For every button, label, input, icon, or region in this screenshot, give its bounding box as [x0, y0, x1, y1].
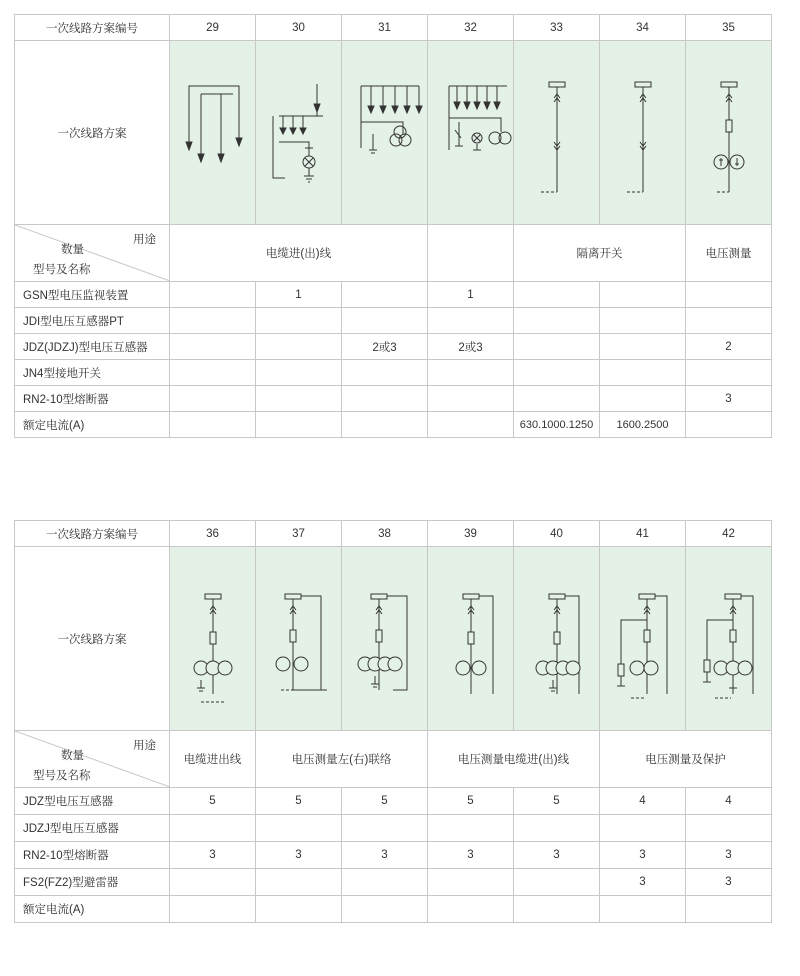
quantity-cell	[342, 386, 428, 412]
table-row	[15, 869, 772, 896]
table-row	[15, 896, 772, 923]
corner-header	[15, 731, 170, 788]
table-row	[15, 412, 772, 438]
quantity-cell	[342, 282, 428, 308]
component-name: 额定电流(A)	[15, 412, 170, 438]
circuit-diagram-37	[256, 547, 342, 731]
quantity-cell	[428, 308, 514, 334]
circuit-diagram-36	[170, 547, 256, 731]
quantity-cell: 3	[686, 869, 772, 896]
scheme-table-1	[14, 14, 772, 438]
quantity-cell	[686, 412, 772, 438]
scheme-number-label: 一次线路方案编号	[15, 15, 170, 41]
usage-cell: 电压测量左(右)联络	[256, 731, 428, 788]
scheme-number-label: 一次线路方案编号	[15, 521, 170, 547]
quantity-cell	[256, 386, 342, 412]
quantity-cell	[514, 869, 600, 896]
scheme-number: 39	[428, 521, 514, 547]
quantity-cell	[428, 815, 514, 842]
quantity-cell: 1600.2500	[600, 412, 686, 438]
quantity-cell	[514, 360, 600, 386]
quantity-cell	[514, 896, 600, 923]
usage-cell: 电缆进出线	[170, 731, 256, 788]
component-name: RN2-10型熔断器	[15, 842, 170, 869]
quantity-cell	[342, 412, 428, 438]
corner-model-label: 型号及名称	[33, 264, 91, 276]
quantity-cell	[600, 896, 686, 923]
circuit-diagram-33	[514, 41, 600, 225]
circuit-diagram-40	[514, 547, 600, 731]
quantity-cell	[256, 308, 342, 334]
quantity-cell	[600, 360, 686, 386]
quantity-cell	[170, 308, 256, 334]
quantity-cell: 5	[170, 788, 256, 815]
quantity-cell	[256, 334, 342, 360]
quantity-cell	[428, 386, 514, 412]
quantity-cell: 3	[514, 842, 600, 869]
usage-cell: 隔离开关	[514, 225, 686, 282]
quantity-cell: 5	[428, 788, 514, 815]
quantity-cell: 3	[342, 842, 428, 869]
table-row	[15, 842, 772, 869]
quantity-cell: 3	[600, 869, 686, 896]
component-name: JDZJ型电压互感器	[15, 815, 170, 842]
circuit-diagram-34	[600, 41, 686, 225]
usage-cell: 电缆进(出)线	[170, 225, 428, 282]
scheme-number: 37	[256, 521, 342, 547]
scheme-number: 42	[686, 521, 772, 547]
quantity-cell	[170, 412, 256, 438]
circuit-diagram-30	[256, 41, 342, 225]
quantity-cell: 1	[428, 282, 514, 308]
quantity-cell	[342, 815, 428, 842]
corner-quantity-label: 数量	[61, 750, 84, 762]
circuit-diagram-31	[342, 41, 428, 225]
quantity-cell	[256, 412, 342, 438]
circuit-diagram-42	[686, 547, 772, 731]
quantity-cell: 630.1000.1250	[514, 412, 600, 438]
quantity-cell	[170, 282, 256, 308]
quantity-cell	[170, 869, 256, 896]
component-name: FS2(FZ2)型避雷器	[15, 869, 170, 896]
quantity-cell	[686, 815, 772, 842]
table-row	[15, 386, 772, 412]
quantity-cell: 2或3	[428, 334, 514, 360]
usage-cell: 电压测量	[686, 225, 772, 282]
quantity-cell	[686, 360, 772, 386]
scheme-number: 33	[514, 15, 600, 41]
scheme-number: 32	[428, 15, 514, 41]
quantity-cell	[600, 386, 686, 412]
quantity-cell	[686, 896, 772, 923]
quantity-cell	[342, 869, 428, 896]
quantity-cell	[428, 360, 514, 386]
scheme-number: 40	[514, 521, 600, 547]
component-name: JDZ型电压互感器	[15, 788, 170, 815]
circuit-diagram-row	[15, 547, 772, 731]
table-row	[15, 360, 772, 386]
quantity-cell: 3	[256, 842, 342, 869]
quantity-cell	[686, 282, 772, 308]
corner-header	[15, 225, 170, 282]
quantity-cell: 5	[514, 788, 600, 815]
scheme-number-row	[15, 15, 772, 41]
quantity-cell: 4	[686, 788, 772, 815]
circuit-diagram-38	[342, 547, 428, 731]
quantity-cell: 3	[170, 842, 256, 869]
corner-usage-label: 用途	[133, 740, 156, 752]
quantity-cell: 3	[600, 842, 686, 869]
quantity-cell	[686, 308, 772, 334]
quantity-cell	[514, 815, 600, 842]
component-name: JN4型接地开关	[15, 360, 170, 386]
quantity-cell	[342, 360, 428, 386]
quantity-cell	[514, 282, 600, 308]
quantity-cell	[514, 386, 600, 412]
quantity-cell	[170, 815, 256, 842]
quantity-cell	[256, 815, 342, 842]
usage-row	[15, 731, 772, 788]
corner-model-label: 型号及名称	[33, 770, 91, 782]
scheme-number: 34	[600, 15, 686, 41]
quantity-cell: 3	[428, 842, 514, 869]
scheme-number: 31	[342, 15, 428, 41]
quantity-cell	[256, 869, 342, 896]
circuit-diagram-row	[15, 41, 772, 225]
scheme-number: 30	[256, 15, 342, 41]
usage-cell	[428, 225, 514, 282]
component-name: GSN型电压监视装置	[15, 282, 170, 308]
scheme-number: 38	[342, 521, 428, 547]
quantity-cell	[600, 334, 686, 360]
scheme-number: 36	[170, 521, 256, 547]
quantity-cell	[170, 334, 256, 360]
scheme-number-row	[15, 521, 772, 547]
quantity-cell	[600, 282, 686, 308]
quantity-cell: 3	[686, 386, 772, 412]
usage-row	[15, 225, 772, 282]
component-name: JDZ(JDZJ)型电压互感器	[15, 334, 170, 360]
usage-cell: 电压测量及保护	[600, 731, 772, 788]
quantity-cell	[600, 308, 686, 334]
quantity-cell: 5	[342, 788, 428, 815]
quantity-cell: 2	[686, 334, 772, 360]
quantity-cell	[170, 360, 256, 386]
quantity-cell: 2或3	[342, 334, 428, 360]
quantity-cell	[428, 869, 514, 896]
component-name: JDI型电压互感器PT	[15, 308, 170, 334]
quantity-cell	[170, 896, 256, 923]
scheme-number: 35	[686, 15, 772, 41]
scheme-number: 29	[170, 15, 256, 41]
circuit-diagram-35	[686, 41, 772, 225]
quantity-cell	[170, 386, 256, 412]
circuit-diagram-41	[600, 547, 686, 731]
table-row	[15, 308, 772, 334]
corner-quantity-label: 数量	[61, 244, 84, 256]
quantity-cell: 1	[256, 282, 342, 308]
table-row	[15, 815, 772, 842]
table-row	[15, 788, 772, 815]
component-name: RN2-10型熔断器	[15, 386, 170, 412]
quantity-cell: 5	[256, 788, 342, 815]
quantity-cell: 4	[600, 788, 686, 815]
table-row	[15, 282, 772, 308]
quantity-cell: 3	[686, 842, 772, 869]
quantity-cell	[256, 360, 342, 386]
usage-cell: 电压测量电缆进(出)线	[428, 731, 600, 788]
quantity-cell	[600, 815, 686, 842]
quantity-cell	[514, 334, 600, 360]
quantity-cell	[342, 308, 428, 334]
circuit-diagram-39	[428, 547, 514, 731]
circuit-diagram-29	[170, 41, 256, 225]
quantity-cell	[514, 308, 600, 334]
table-row	[15, 334, 772, 360]
circuit-diagram-32	[428, 41, 514, 225]
quantity-cell	[428, 412, 514, 438]
quantity-cell	[256, 896, 342, 923]
circuit-diagram-label: 一次线路方案	[15, 547, 170, 731]
component-name: 额定电流(A)	[15, 896, 170, 923]
quantity-cell	[428, 896, 514, 923]
corner-usage-label: 用途	[133, 234, 156, 246]
scheme-number: 41	[600, 521, 686, 547]
circuit-diagram-label: 一次线路方案	[15, 41, 170, 225]
scheme-table-2	[14, 520, 772, 923]
quantity-cell	[342, 896, 428, 923]
